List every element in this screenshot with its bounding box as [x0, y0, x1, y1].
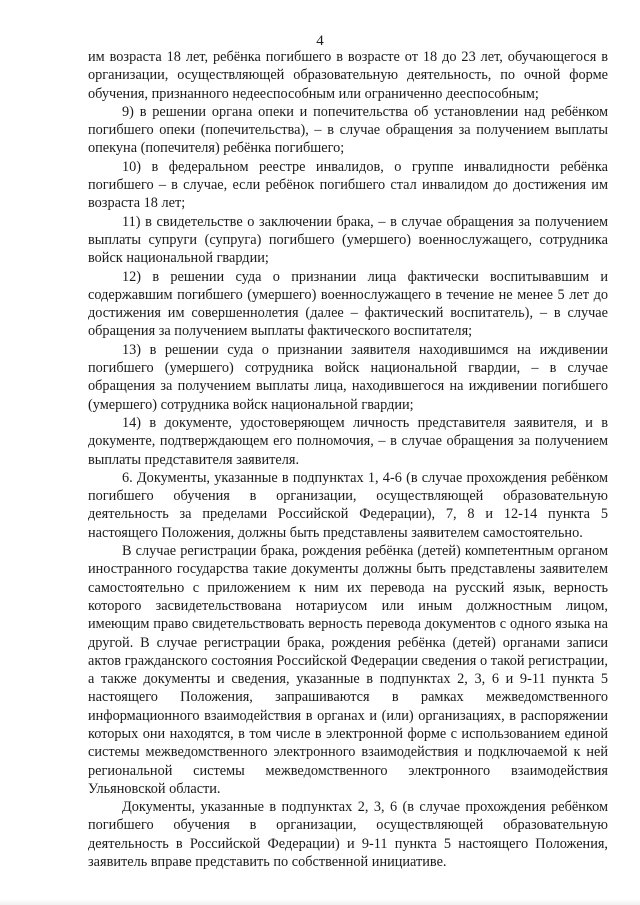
paragraph-foreign-registration: В случае регистрации брака, рождения ребёнка (детей) компетентным органом иностранного государства такие документы должны быть представлены заявителем самостоятельно с приложением к ним их перевода на русский язык, верность которого засвидетельствована нотариусом или иным должностным лицом, имеющим право свидетельствовать верность перевода документов с одного языка на другой. В случае регистрации брака, рождения ребёнка (детей) органами записи актов гражданского состояния Российской Федерации сведения о такой регистрации, а также документы и сведения, указанные в подпунктах 2, 3, 6 и 9-11 пункта 5 настоящего Положения, запрашиваются в рамках межведомственного информационного взаимодействия в органах и (или) организациях, в распоряжении которых они находятся, в том числе в электронной форме с использованием единой системы межведомственного электронного взаимодействия и подключаемой к ней региональной системы межведомственного электронного взаимодействия Ульяновской области.	[88, 543, 608, 797]
scan-edge-shadow	[0, 899, 640, 905]
paragraph-age-continuation: им возраста 18 лет, ребёнка погибшего в возрасте от 18 до 23 лет, обучающегося в организации, осуществляющей образовательную деятельность, по очной форме обучения, признанного недееспособным или ограниченно дееспособным;	[88, 49, 608, 102]
paragraph-item-11: 11) в свидетельстве о заключении брака, – в случае обращения за получением выплаты супруги (супруга) погибшего (умершего) военнослужащего, сотрудника войск национальной гвардии;	[88, 213, 608, 267]
page-number: 4	[316, 33, 324, 49]
paragraph-item-14: 14) в документе, удостоверяющем личность представителя заявителя, и в документе, подтверждающем его полномочия, – в случае обращения за получением выплаты представителя заявителя.	[88, 414, 608, 468]
paragraph-clause-6: 6. Документы, указанные в подпунктах 1, 4-6 (в случае прохождения ребёнком погибшего обучения в организации, осуществляющей образовательную деятельность за пределами Российской Федерации), 7, 8 и 12-14 пункта 5 настоящего Положения, должны быть представлены заявителем самостоятельно.	[88, 469, 608, 541]
paragraph-own-initiative: Документы, указанные в подпунктах 2, 3, 6 (в случае прохождения ребёнком погибшего обучения в организации, осуществляющей образовательную деятельность в Российской Федерации) и 9-11 пункта 5 настоящего Положения, заявитель вправе представить по собственной инициативе.	[88, 799, 608, 871]
paragraph-item-9: 9) в решении органа опеки и попечительства об установлении над ребёнком погибшего опеки (попечительства), – в случае обращения за получением выплаты опекуна (попечителя) ребёнка погибшего;	[88, 103, 608, 157]
paragraph-item-10: 10) в федеральном реестре инвалидов, о группе инвалидности ребёнка погибшего – в случае, если ребёнок погибшего стал инвалидом до достижения им возраста 18 лет;	[88, 158, 608, 212]
document-body	[88, 48, 608, 871]
paragraph-item-13: 13) в решении суда о признании заявителя находившимся на иждивении погибшего (умершего) сотрудника войск национальной гвардии, – в случае обращения за получением выплаты лица, находившегося на иждивении погибшего (умершего) сотрудника войск национальной гвардии;	[88, 341, 608, 413]
paragraph-item-12: 12) в решении суда о признании лица фактически воспитывавшим и содержавшим погибшего (умершего) военнослужащего в течение не менее 5 лет до достижения им совершеннолетия (далее – фактический воспитатель), – в случае обращения за получением выплаты фактического воспитателя;	[88, 268, 608, 340]
